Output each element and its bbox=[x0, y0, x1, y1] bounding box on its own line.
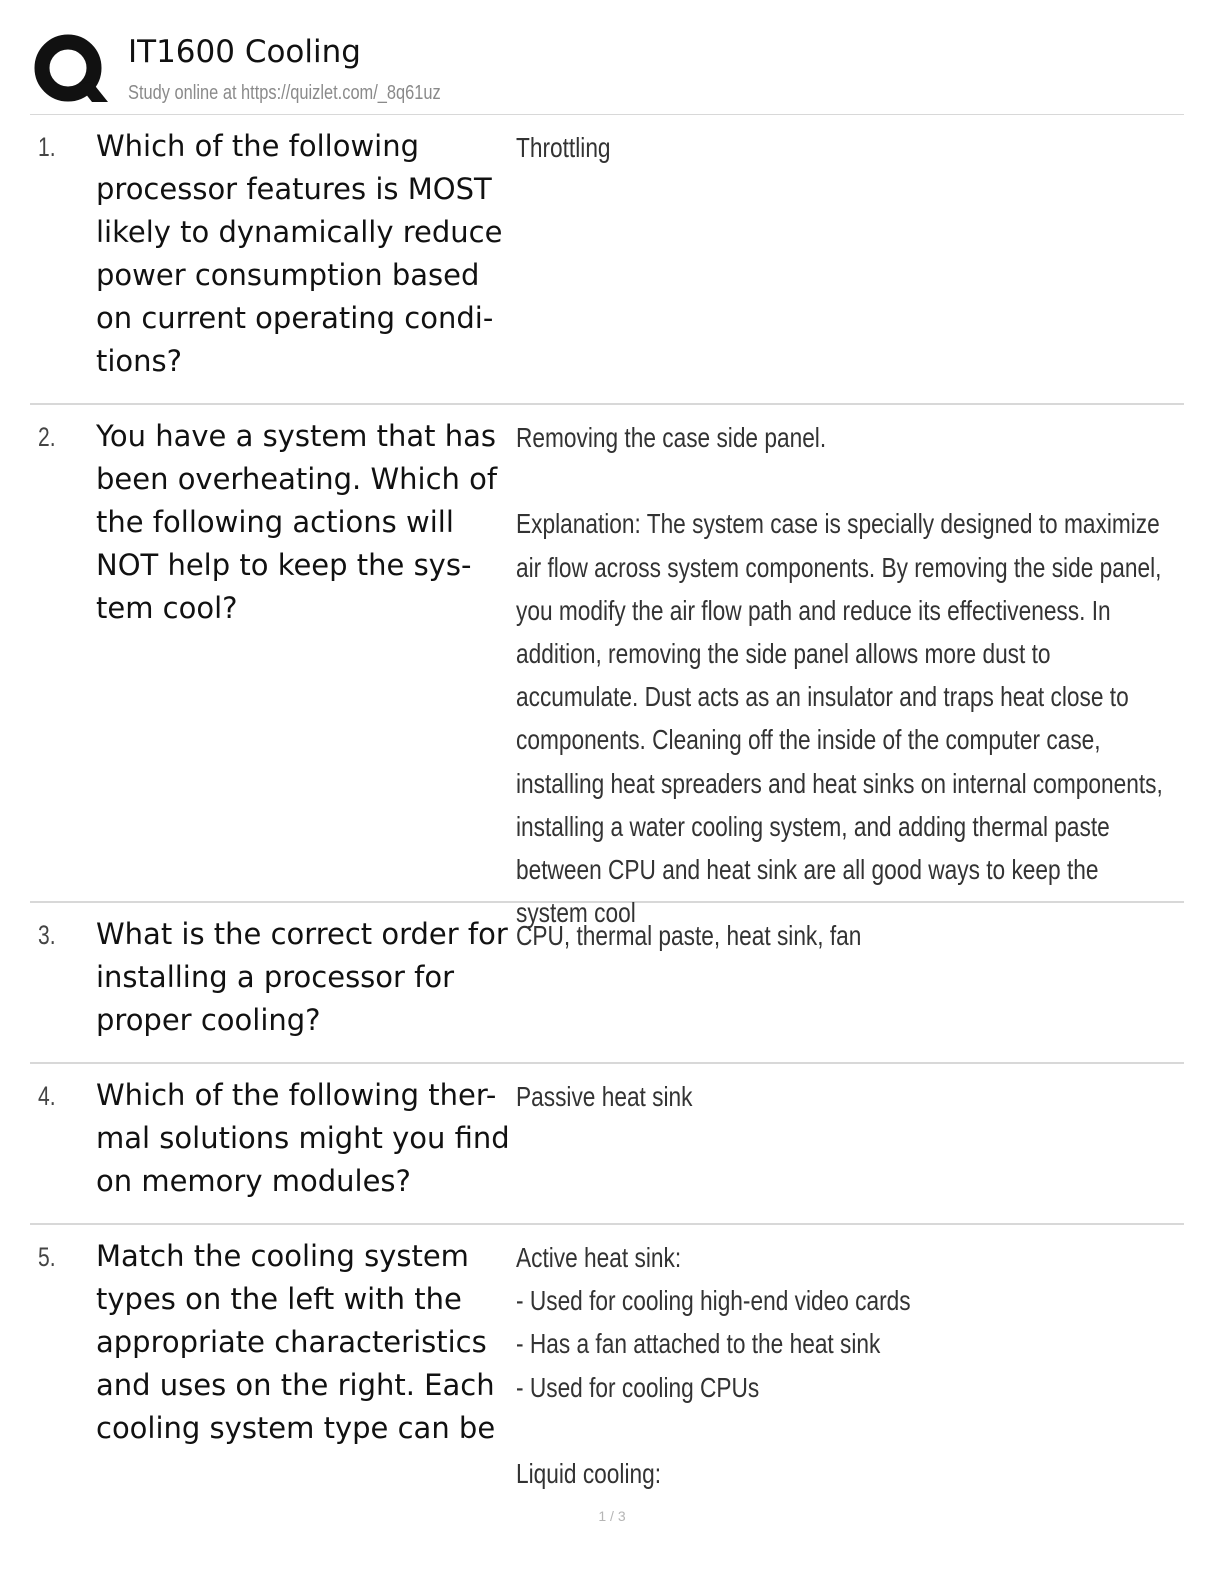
card-number: 3. bbox=[38, 920, 56, 950]
set-title: IT1600 Cooling bbox=[128, 34, 361, 70]
flashcard-5 bbox=[30, 1225, 1184, 1505]
flashcard-2 bbox=[30, 405, 1184, 929]
card-definition: CPU, thermal paste, heat sink, fan bbox=[516, 920, 862, 951]
set-study-link[interactable]: Study online at https://quizlet.com/_8q61uz bbox=[128, 82, 441, 104]
set-header bbox=[30, 28, 1184, 114]
page-number: 1 / 3 bbox=[598, 1508, 626, 1524]
card-term: What is the correct order for installing a processor for proper cooling? bbox=[96, 917, 508, 1037]
flashcard-list bbox=[30, 115, 1184, 1505]
card-definition: Active heat sink: - Used for cooling high-end video cards - Has a fan attached to the heat sink - Used for cooling CPUs Liquid cooling: bbox=[516, 1242, 911, 1490]
card-number: 4. bbox=[38, 1081, 56, 1111]
card-term: You have a system that has been overheating. Which of the following actions will NOT help to keep the sys-tem cool? bbox=[96, 419, 498, 625]
card-term: Match the cooling system types on the left with the appropriate characteristics and uses on the right. Each cooling system type can be bbox=[96, 1239, 496, 1445]
card-term: Which of the following ther-mal solutions might you find on memory modules? bbox=[96, 1078, 510, 1198]
flashcard-1 bbox=[30, 115, 1184, 405]
quizlet-q-logo-icon bbox=[32, 32, 108, 108]
flashcard-4 bbox=[30, 1064, 1184, 1225]
card-term: Which of the following processor features is MOST likely to dynamically reduce power consumption based on current operating condi-tions? bbox=[96, 129, 503, 378]
card-definition: Throttling bbox=[516, 132, 611, 163]
card-definition: Passive heat sink bbox=[516, 1081, 693, 1112]
card-definition: Removing the case side panel. Explanation: The system case is specially designed to maximize air flow across system components. By removing the side panel, you modify the air flow path and reduce its effectiveness. In addition, removing the side panel allows more dust to accumulate. Dust acts as an insulator and traps heat close to components. Cleaning off the inside of the computer case, installing heat spreaders and heat sinks on internal components, installing a water cooling system, and adding thermal paste between CPU and heat sink are all good ways to keep the system cool bbox=[516, 422, 1163, 929]
card-number: 2. bbox=[38, 422, 56, 452]
flashcard-3 bbox=[30, 903, 1184, 1064]
card-number: 5. bbox=[38, 1242, 56, 1272]
card-number: 1. bbox=[38, 132, 56, 162]
